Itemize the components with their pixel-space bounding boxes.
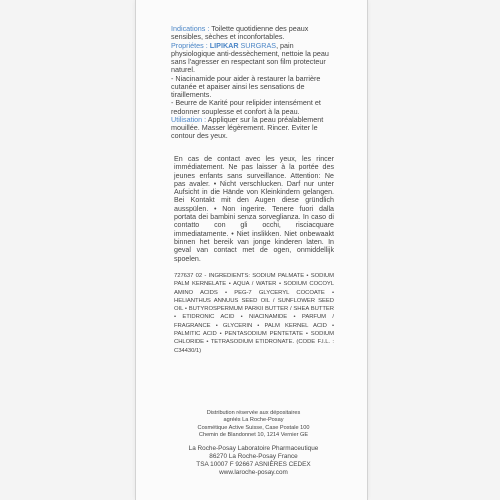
indications-text: Toilette quotidienne des peaux sensibles, sèches et inconfortables. [171,24,309,42]
utilisation-label: Utilisation : [171,114,207,124]
utilisation-paragraph [171,116,336,141]
bullet-niacinamide: - Niacinamide pour aider à restaurer la barrière cutanée et apaiser ainsi les sensations de tiraillements. [171,73,321,99]
footer-line: 86270 La Roche-Posay France [209,452,298,460]
background-left [0,0,135,500]
brand-suffix: SURGRAS [240,40,277,50]
distribution-footer [171,410,336,477]
footer-line: TSA 10007 F 92667 ASNIÈRES CEDEX [196,460,311,468]
brand-name: LIPIKAR [209,40,239,50]
utilisation-text: Appliquer sur la peau préalablement mouillée. Masser légèrement. Rincer. Eviter le contour des yeux. [171,114,324,141]
background-right [368,0,500,500]
ingredients-list: 727637 02 - INGREDIENTS: SODIUM PALMATE • SODIUM PALM KERNELATE • AQUA / WATER • SODIUM COCOYL AMINO ACIDS • PEG-7 GLYCERYL COCOATE • HELIANTHUS ANNUUS SEED OIL / SUNFLOWER SEED OIL • BUTYROSPERMUM PARKII BUTTER / SHEA BUTTER • ETIDRONIC ACID • NIACINAMIDE • PARFUM / FRAGRANCE • GLYCERIN • PALM KERNEL ACID • PALMITIC ACID • PENTASODIUM PENTETATE • SODIUM CHLORIDE • TETRASODIUM ETIDRONATE. (CODE F.I.L. : C34430/1) [174,273,334,354]
usage-text-block [171,25,336,141]
indications-label: Indications : [171,24,210,33]
proprietes-paragraph [171,42,336,75]
footer-website: www.laroche-posay.com [219,468,288,476]
safety-warnings: En cas de contact avec les yeux, les rincer immédiatement. Ne pas laisser à la portée des jeunes enfants sans surveillance. Attention: Ne pas avaler. • Nicht verschlucken. Darf nur unter Aufsicht in die Hände von Kleinkindern gelangen. Bei Kontakt mit den Augen diese gründlich ausspülen. • Non ingerire. Tenere fuori dalla portata dei bambini senza sorveglianza. In caso di contatto con gli occhi, risciacquare immediatamente. • Niet inslikken. Niet onbewaakt binnen het bereik van jonge kinderen laten. In geval van contact met de ogen, onmiddellijk spoelen. [174,155,334,263]
footer-line: La Roche-Posay Laboratoire Pharmaceutique [188,444,319,452]
footer-line: Chemin de Blandonnet 10, 1214 Vernier GE [198,432,309,439]
footer-line: Cosmétique Active Suisse, Case Postale 100 [197,424,310,431]
bullet-karite: - Beurre de Karité pour relipider intensément et redonner souplesse et confort à la peau. [171,98,321,116]
footer-line: Distribution réservée aux dépositaires [206,410,301,416]
proprietes-label: Propriétes : [171,40,208,50]
indications-paragraph [171,25,336,42]
proprietes-text: , pain physiologique anti-dessèchement, nettoie la peau sans l'agresser en respectant son film protecteur naturel. [171,40,329,75]
footer-line: agréés La Roche-Posay [223,417,284,424]
